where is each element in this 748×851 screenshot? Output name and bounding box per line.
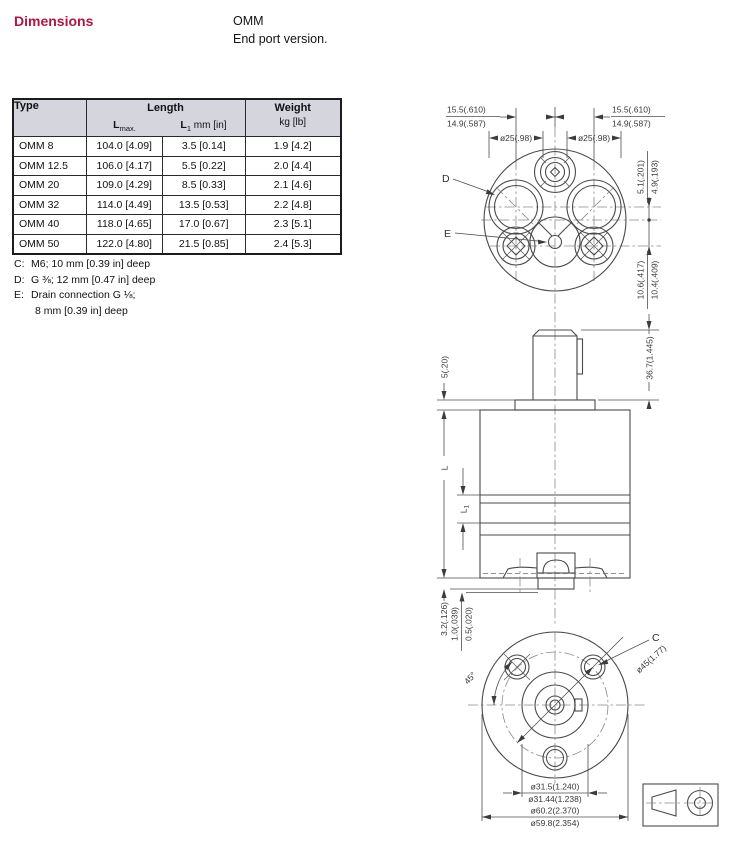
top-view [442, 105, 665, 310]
table-row [13, 234, 341, 254]
dim-left-mm: 15.5(.610) [447, 104, 486, 115]
cell-type: OMM 50 [13, 234, 86, 254]
dim-bolt-circle: ø45(1.77) [633, 642, 669, 676]
table-row [13, 176, 341, 196]
dim-flange-in: ø59.8(2.354) [530, 818, 580, 828]
label-d: D [442, 173, 450, 185]
side-view-dimensions [437, 314, 659, 651]
cell-lmax: 118.0 [4.65] [86, 215, 162, 235]
bottom-view [462, 632, 668, 828]
cell-lmax: 122.0 [4.80] [86, 234, 162, 254]
col-subheader-lmax: $L_{max.}$ [113, 119, 136, 134]
dim-l: L [439, 465, 450, 471]
dim-left-in: 14.9(.587) [447, 118, 486, 129]
bottom-view-dimensions [462, 632, 668, 828]
cell-weight: 2.4 [5.3] [245, 234, 341, 254]
table-row [13, 137, 341, 157]
cell-l1: 3.5 [0.14] [162, 137, 245, 157]
cell-type: OMM 40 [13, 215, 86, 235]
dim-angle: 45° [461, 669, 479, 687]
first-angle-projection-icon [643, 784, 718, 826]
table-header-row [13, 99, 341, 137]
col-header-type: Type [13, 99, 86, 137]
cell-type: OMM 8 [13, 137, 86, 157]
dim-base: 3.2(.126) [439, 601, 449, 637]
dim-lower-mm: 10.6(.417) [635, 260, 646, 300]
cell-lmax: 104.0 [4.09] [86, 137, 162, 157]
length-subheaders [87, 119, 245, 133]
dim-port-right: ø25(.98) [577, 133, 611, 143]
dim-offset-mm: 5.1(.201) [635, 159, 646, 195]
note-e: E: Drain connection G ⅛; [14, 289, 136, 301]
dimensions-table [12, 98, 342, 255]
dim-offset-in: 4.9(.193) [649, 159, 660, 195]
label-c: C [652, 632, 660, 644]
dim-right-in: 14.9(.587) [612, 118, 651, 129]
label-e: E [444, 228, 452, 240]
cell-type: OMM 20 [13, 176, 86, 196]
cell-l1: 8.5 [0.33] [162, 176, 245, 196]
dim-l1 [459, 504, 471, 513]
dim-offset [636, 151, 660, 203]
dim-lower-in: 10.4(.409) [649, 260, 660, 300]
dim-washer [450, 597, 474, 651]
seal-shading-right [575, 567, 607, 578]
product-name: OMM [233, 14, 264, 28]
product-subtitle [233, 13, 328, 48]
dim-spigot-in: ø31.44(1.238) [528, 794, 582, 804]
dim-port-left: ø25(.98) [499, 133, 533, 143]
svg-text:L1: $L_1$ [458, 504, 471, 514]
product-version: End port version. [233, 31, 328, 46]
cell-l1: 5.5 [0.22] [162, 156, 245, 176]
page-title: Dimensions [14, 13, 94, 29]
col-header-length [86, 99, 245, 137]
note-e-line2: 8 mm [0.39 in] deep [35, 304, 128, 317]
dim-spigot-mm: ø31.5(1.240) [530, 781, 580, 792]
cell-weight: 2.1 [4.6] [245, 176, 341, 196]
dim-washer-mm: 1.0(.039) [449, 606, 460, 642]
cell-weight: 1.9 [4.2] [245, 137, 341, 157]
cell-l1: 21.5 [0.85] [162, 234, 245, 254]
cell-lmax: 106.0 [4.17] [86, 156, 162, 176]
cell-weight: 2.2 [4.8] [245, 195, 341, 215]
cell-l1: 13.5 [0.53] [162, 195, 245, 215]
dim-lower [636, 251, 660, 309]
table-row [13, 156, 341, 176]
note-c: C: M6; 10 mm [0.39 in] deep [14, 258, 151, 270]
table-row [13, 215, 341, 235]
dim-right-mm: 15.5(.610) [612, 104, 651, 115]
centerlines [468, 104, 661, 783]
cell-weight: 2.3 [5.1] [245, 215, 341, 235]
cell-lmax: 114.0 [4.49] [86, 195, 162, 215]
cell-lmax: 109.0 [4.29] [86, 176, 162, 196]
dim-flange-mm: ø60.2(2.370) [530, 805, 580, 816]
side-view [437, 314, 659, 651]
dim-shaft: 36.7(1.445) [644, 336, 655, 380]
cell-type: OMM 32 [13, 195, 86, 215]
cell-weight: 2.0 [4.4] [245, 156, 341, 176]
col-subheader-l1: $L_1$ mm [in] [180, 119, 227, 134]
col-header-weight: Weight kg [lb] [245, 99, 341, 137]
table-row [13, 195, 341, 215]
length-label: Length [147, 102, 184, 114]
cell-type: OMM 12.5 [13, 156, 86, 176]
dim-washer-in: 0.5(.020) [463, 606, 474, 642]
port-notes [14, 257, 155, 319]
technical-drawing [428, 95, 748, 851]
note-d: D: G ⅜; 12 mm [0.47 in] deep [14, 273, 156, 286]
dim-collar: 5(.20) [439, 355, 450, 379]
cell-l1: 17.0 [0.67] [162, 215, 245, 235]
